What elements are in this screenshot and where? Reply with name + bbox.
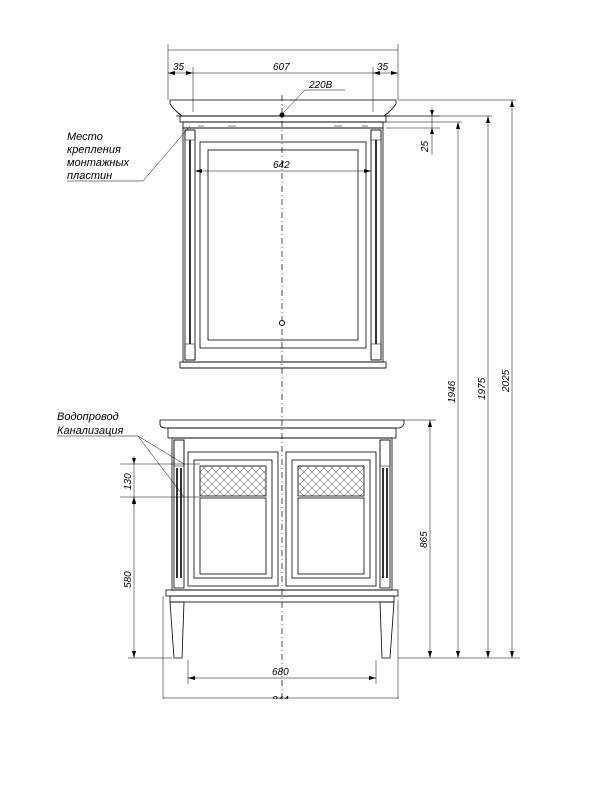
dim-pipe-height: 580 — [123, 571, 134, 588]
right-leg — [380, 602, 394, 658]
pipes-note-line-2: Канализация — [57, 425, 124, 437]
dim-right-overhang: 35 — [377, 62, 389, 73]
dim-cabinet-height: 865 — [419, 531, 430, 548]
dim-pipe-zone: 130 — [123, 473, 134, 490]
cabinet-height-dimension — [404, 420, 436, 658]
power-outlet-callout — [280, 80, 346, 118]
dim-inner-width: 642 — [273, 160, 290, 171]
dim-leg-span: 680 — [272, 667, 289, 678]
power-point-icon — [280, 113, 285, 118]
pipes-note-line-1: Водопровод — [57, 411, 119, 423]
mounting-note — [67, 126, 190, 182]
mirror-inner-dimension — [195, 160, 371, 173]
dim-1946: 1946 — [447, 380, 458, 403]
mounting-note-line-1: Место — [67, 131, 103, 143]
dim-top-offset: 25 — [420, 140, 431, 152]
lattice-left — [200, 466, 266, 496]
power-label: 220В — [309, 80, 333, 91]
mounting-note-line-3: монтажных — [67, 157, 130, 169]
mirror-top-dimensions — [168, 44, 398, 112]
left-leg — [170, 602, 184, 658]
top-offset-dimension — [386, 108, 440, 155]
dim-1975: 1975 — [477, 377, 488, 400]
dim-overall-width: 607 — [273, 62, 290, 73]
mounting-note-line-4: пластин — [67, 170, 113, 182]
dim-2025: 2025 — [501, 369, 512, 392]
lattice-right — [298, 466, 364, 496]
switch-icon — [280, 321, 285, 326]
pipes-note — [57, 411, 184, 497]
mounting-note-line-2: крепления — [67, 144, 121, 156]
bottom-width-dimensions — [163, 596, 398, 706]
height-dimensions — [386, 100, 520, 658]
page-bottom-whitespace — [0, 699, 601, 800]
mirror-cabinet — [170, 100, 396, 368]
dim-left-overhang: 35 — [173, 62, 185, 73]
